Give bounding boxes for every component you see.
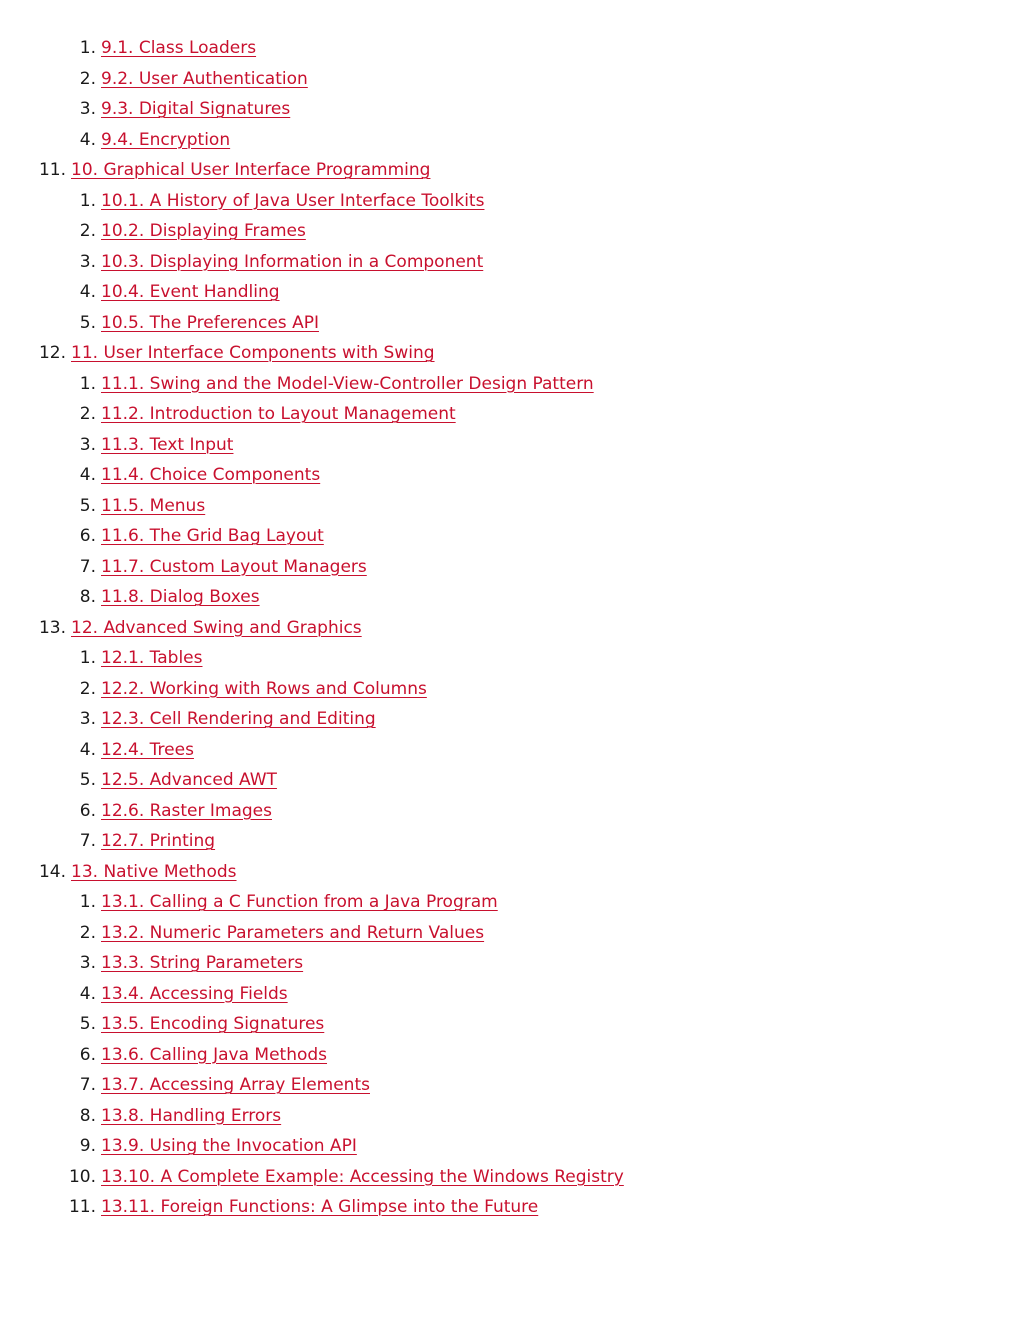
- list-number: 2.: [79, 68, 96, 89]
- toc-section-item: [0, 918, 1020, 949]
- toc-section-item: [0, 765, 1020, 796]
- toc-section-item: [0, 826, 1020, 857]
- table-of-contents: [0, 33, 1020, 1223]
- toc-section-item: [0, 460, 1020, 491]
- list-number: 8.: [79, 1105, 96, 1126]
- section-link[interactable]: 10.4. Event Handling: [101, 282, 280, 302]
- toc-section-item: [0, 247, 1020, 278]
- toc-section-item: [0, 704, 1020, 735]
- section-link[interactable]: 11.1. Swing and the Model-View-Controller Design Pattern: [101, 373, 594, 394]
- toc-section-item: [0, 674, 1020, 705]
- section-link[interactable]: 13.5. Encoding Signatures: [101, 1014, 325, 1034]
- list-number: 7.: [79, 831, 96, 851]
- section-link[interactable]: 12.2. Working with Rows and Columns: [101, 678, 427, 699]
- section-link[interactable]: 13.4. Accessing Fields: [101, 983, 288, 1004]
- toc-section-item: [0, 491, 1020, 522]
- list-number: 7.: [79, 1075, 96, 1095]
- section-link[interactable]: 12.7. Printing: [101, 831, 216, 851]
- toc-section-item: [0, 521, 1020, 552]
- list-number: 12.: [38, 343, 66, 363]
- section-link[interactable]: 13.10. A Complete Example: Accessing the Windows Registry: [101, 1166, 624, 1187]
- list-number: 9.: [79, 1136, 96, 1156]
- toc-section-item: [0, 1009, 1020, 1040]
- section-link[interactable]: 12.5. Advanced AWT: [101, 770, 277, 790]
- section-link[interactable]: 12.3. Cell Rendering and Editing: [101, 709, 376, 729]
- toc-section-item: [0, 979, 1020, 1010]
- section-link[interactable]: 13.2. Numeric Parameters and Return Values: [101, 922, 485, 943]
- section-link[interactable]: 9.2. User Authentication: [101, 68, 308, 89]
- toc-chapter-item: [0, 155, 1020, 186]
- list-number: 1.: [79, 892, 96, 912]
- toc-section-item: [0, 186, 1020, 217]
- toc-section-item: [0, 948, 1020, 979]
- list-number: 2.: [79, 922, 96, 943]
- section-link[interactable]: 13.6. Calling Java Methods: [101, 1044, 328, 1065]
- section-link[interactable]: 11.6. The Grid Bag Layout: [101, 526, 324, 546]
- list-number: 5.: [79, 495, 96, 516]
- chapter-link[interactable]: 13. Native Methods: [71, 861, 237, 882]
- toc-section-item: [0, 887, 1020, 918]
- section-link[interactable]: 13.1. Calling a C Function from a Java Program: [101, 892, 498, 912]
- toc-section-item: [0, 399, 1020, 430]
- section-link[interactable]: 10.2. Displaying Frames: [101, 221, 306, 241]
- list-number: 1.: [79, 373, 96, 394]
- section-link[interactable]: 13.3. String Parameters: [101, 953, 304, 973]
- section-link[interactable]: 10.1. A History of Java User Interface Toolkits: [101, 190, 485, 211]
- section-link[interactable]: 11.4. Choice Components: [101, 465, 321, 485]
- list-number: 2.: [79, 404, 96, 424]
- list-number: 3.: [79, 953, 96, 973]
- toc-section-item: [0, 582, 1020, 613]
- toc-chapter-item: [0, 338, 1020, 369]
- list-number: 10.: [68, 1166, 96, 1187]
- list-number: 1.: [79, 190, 96, 211]
- toc-section-item: [0, 1040, 1020, 1071]
- list-number: 6.: [79, 1044, 96, 1065]
- chapter-link[interactable]: 12. Advanced Swing and Graphics: [71, 617, 362, 638]
- list-number: 1.: [79, 648, 96, 668]
- toc-section-item: [0, 33, 1020, 64]
- list-number: 13.: [38, 617, 66, 638]
- list-number: 2.: [79, 221, 96, 241]
- section-link[interactable]: 11.2. Introduction to Layout Management: [101, 404, 456, 424]
- toc-chapter-item: [0, 857, 1020, 888]
- toc-section-item: [0, 430, 1020, 461]
- toc-section-item: [0, 552, 1020, 583]
- section-link[interactable]: 10.3. Displaying Information in a Component: [101, 251, 484, 272]
- list-number: 4.: [79, 129, 96, 150]
- section-link[interactable]: 11.3. Text Input: [101, 434, 234, 455]
- list-number: 2.: [79, 678, 96, 699]
- list-number: 5.: [79, 312, 96, 333]
- chapter-link[interactable]: 10. Graphical User Interface Programming: [71, 160, 431, 180]
- section-link[interactable]: 12.4. Trees: [101, 739, 194, 760]
- toc-section-item: [0, 308, 1020, 339]
- list-number: 4.: [79, 465, 96, 485]
- list-number: 4.: [79, 983, 96, 1004]
- section-link[interactable]: 10.5. The Preferences API: [101, 312, 319, 333]
- list-number: 4.: [79, 739, 96, 760]
- list-number: 8.: [79, 587, 96, 607]
- toc-chapter-item: [0, 613, 1020, 644]
- list-number: 7.: [79, 556, 96, 577]
- section-link[interactable]: 12.6. Raster Images: [101, 800, 272, 821]
- toc-section-item: [0, 796, 1020, 827]
- section-link[interactable]: 11.8. Dialog Boxes: [101, 587, 260, 607]
- list-number: 3.: [79, 99, 96, 119]
- list-number: 14.: [38, 861, 66, 882]
- list-number: 11.: [38, 160, 66, 180]
- section-link[interactable]: 13.7. Accessing Array Elements: [101, 1075, 370, 1095]
- section-link[interactable]: 13.8. Handling Errors: [101, 1105, 282, 1126]
- section-link[interactable]: 13.9. Using the Invocation API: [101, 1136, 357, 1156]
- section-link[interactable]: 9.4. Encryption: [101, 129, 231, 150]
- toc-section-item: [0, 216, 1020, 247]
- list-number: 3.: [79, 434, 96, 455]
- section-link[interactable]: 11.7. Custom Layout Managers: [101, 556, 367, 577]
- section-link[interactable]: 12.1. Tables: [101, 648, 203, 668]
- toc-section-item: [0, 735, 1020, 766]
- toc-section-item: [0, 1162, 1020, 1193]
- section-link[interactable]: 13.11. Foreign Functions: A Glimpse into the Future: [101, 1197, 539, 1217]
- list-number: 1.: [79, 38, 96, 58]
- toc-section-item: [0, 1192, 1020, 1223]
- toc-section-item: [0, 64, 1020, 95]
- section-link[interactable]: 9.3. Digital Signatures: [101, 99, 291, 119]
- list-number: 5.: [79, 770, 96, 790]
- toc-section-item: [0, 125, 1020, 156]
- list-number: 6.: [79, 800, 96, 821]
- toc-section-item: [0, 277, 1020, 308]
- list-number: 4.: [79, 282, 96, 302]
- list-number: 5.: [79, 1014, 96, 1034]
- toc-section-item: [0, 369, 1020, 400]
- toc-section-item: [0, 94, 1020, 125]
- section-link[interactable]: 11.5. Menus: [101, 495, 206, 516]
- toc-section-item: [0, 1131, 1020, 1162]
- section-link[interactable]: 9.1. Class Loaders: [101, 38, 257, 58]
- chapter-link[interactable]: 11. User Interface Components with Swing: [71, 343, 435, 363]
- list-number: 3.: [79, 709, 96, 729]
- toc-section-item: [0, 1070, 1020, 1101]
- list-number: 6.: [79, 526, 96, 546]
- toc-section-item: [0, 1101, 1020, 1132]
- list-number: 11.: [68, 1197, 96, 1217]
- list-number: 3.: [79, 251, 96, 272]
- toc-section-item: [0, 643, 1020, 674]
